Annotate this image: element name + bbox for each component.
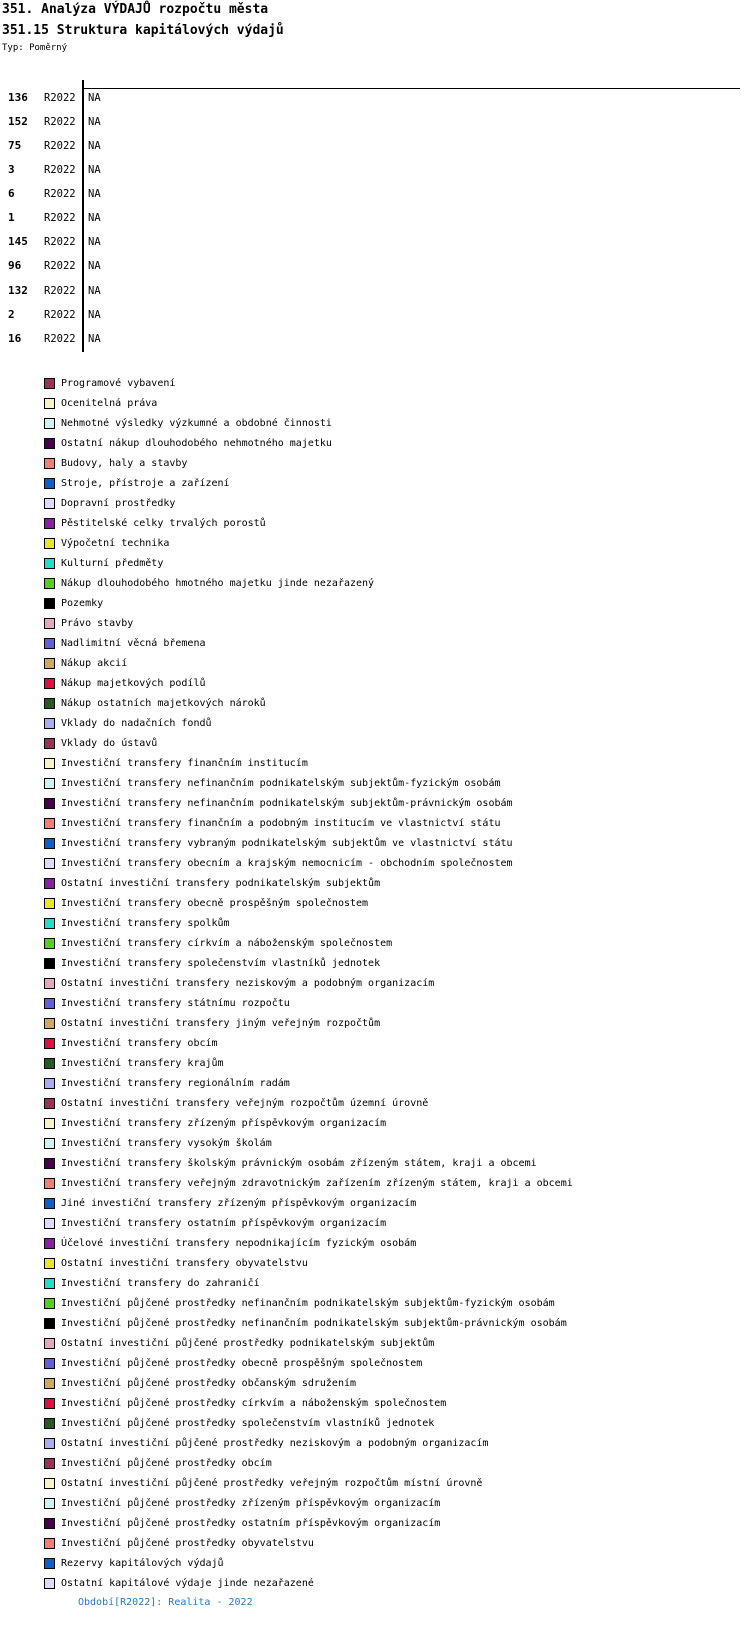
legend-color-swatch <box>44 558 55 569</box>
legend-item <box>44 1173 744 1193</box>
legend-item <box>44 813 744 833</box>
legend-color-swatch <box>44 518 55 529</box>
legend-item <box>44 453 744 473</box>
legend-item-label: Investiční transfery obecním a krajským nemocnicím - obchodním společnostem <box>61 857 513 869</box>
row-period-label: R2022 <box>44 140 76 153</box>
legend-color-swatch <box>44 1418 55 1429</box>
legend-item-label: Ostatní kapitálové výdaje jinde nezařazené <box>61 1577 314 1589</box>
chart-row <box>0 115 300 131</box>
legend-item-label: Pozemky <box>61 597 104 609</box>
legend-color-swatch <box>44 658 55 669</box>
legend-color-swatch <box>44 878 55 889</box>
legend-item <box>44 773 744 793</box>
legend-item <box>44 833 744 853</box>
chart-row <box>0 187 300 203</box>
legend-item <box>44 553 744 573</box>
legend-item-label: Jiné investiční transfery zřízeným příspěvkovým organizacím <box>61 1197 417 1209</box>
legend-item-label: Rezervy kapitálových výdajů <box>61 1557 224 1569</box>
legend-item <box>44 433 744 453</box>
legend-item-label: Investiční transfery krajům <box>61 1057 224 1069</box>
legend-color-swatch <box>44 418 55 429</box>
legend-item <box>44 413 744 433</box>
legend-item-label: Investiční transfery státnímu rozpočtu <box>61 997 290 1009</box>
chart-row <box>0 284 300 300</box>
legend-item-label: Nákup ostatních majetkových nároků <box>61 697 266 709</box>
legend-item-label: Výpočetní technika <box>61 537 170 549</box>
legend-color-swatch <box>44 1038 55 1049</box>
legend-item-label: Ostatní investiční půjčené prostředky veřejným rozpočtům místní úrovně <box>61 1477 483 1489</box>
legend-item-label: Pěstitelské celky trvalých porostů <box>61 517 266 529</box>
legend-color-swatch <box>44 458 55 469</box>
legend-item-label: Investiční transfery vysokým školám <box>61 1137 272 1149</box>
legend-item <box>44 873 744 893</box>
footer-period-label: Období[R2022]: Realita - 2022 <box>78 1597 253 1608</box>
legend-item-label: Účelové investiční transfery nepodnikajícím fyzickým osobám <box>61 1237 417 1249</box>
legend-item <box>44 1193 744 1213</box>
legend-item-label: Investiční transfery nefinančním podnikatelským subjektům-fyzickým osobám <box>61 777 501 789</box>
legend-item-label: Investiční transfery školským právnickým osobám zřízeným státem, kraji a obcemi <box>61 1157 537 1169</box>
chart-type-label: Typ: Poměrný <box>2 43 68 53</box>
legend-item-label: Nehmotné výsledky výzkumné a obdobné činnosti <box>61 417 332 429</box>
legend-item <box>44 1393 744 1413</box>
legend-item <box>44 1533 744 1553</box>
legend-item <box>44 1413 744 1433</box>
legend-color-swatch <box>44 678 55 689</box>
legend-color-swatch <box>44 838 55 849</box>
legend-color-swatch <box>44 598 55 609</box>
legend-item-label: Investiční transfery finančním a podobným institucím ve vlastnictví státu <box>61 817 501 829</box>
chart-legend <box>44 373 744 1593</box>
legend-item-label: Investiční půjčené prostředky církvím a náboženským společnostem <box>61 1397 447 1409</box>
legend-item-label: Ostatní investiční transfery neziskovým a podobným organizacím <box>61 977 435 989</box>
legend-item <box>44 713 744 733</box>
legend-item <box>44 1153 744 1173</box>
legend-color-swatch <box>44 778 55 789</box>
legend-item <box>44 1313 744 1333</box>
row-category-label: 6 <box>8 187 15 201</box>
legend-item-label: Investiční půjčené prostředky obecně prospěšným společnostem <box>61 1357 423 1369</box>
chart-row <box>0 259 300 275</box>
legend-item-label: Investiční transfery obcím <box>61 1037 218 1049</box>
legend-item-label: Investiční transfery vybraným podnikatelským subjektům ve vlastnictví státu <box>61 837 513 849</box>
row-data-value: NA <box>88 284 101 297</box>
legend-item <box>44 733 744 753</box>
legend-item-label: Ostatní investiční transfery jiným veřejným rozpočtům <box>61 1017 381 1029</box>
legend-item-label: Budovy, haly a stavby <box>61 457 188 469</box>
chart-row <box>0 332 300 348</box>
legend-item <box>44 1353 744 1373</box>
chart-row <box>0 211 300 227</box>
legend-color-swatch <box>44 898 55 909</box>
legend-color-swatch <box>44 1478 55 1489</box>
legend-color-swatch <box>44 1018 55 1029</box>
row-category-label: 75 <box>8 139 22 153</box>
legend-item-label: Investiční půjčené prostředky společenstvím vlastníků jednotek <box>61 1417 435 1429</box>
legend-item-label: Ostatní investiční transfery obyvatelstvu <box>61 1257 308 1269</box>
legend-item-label: Investiční transfery zřízeným příspěvkovým organizacím <box>61 1117 387 1129</box>
legend-item <box>44 493 744 513</box>
row-period-label: R2022 <box>44 92 76 104</box>
legend-item <box>44 1433 744 1453</box>
legend-item <box>44 913 744 933</box>
legend-item <box>44 1113 744 1133</box>
legend-color-swatch <box>44 498 55 509</box>
legend-color-swatch <box>44 1498 55 1509</box>
legend-color-swatch <box>44 1578 55 1589</box>
chart-row <box>0 91 300 107</box>
row-data-value: NA <box>88 236 101 249</box>
legend-item-label: Investiční transfery do zahraničí <box>61 1277 260 1289</box>
legend-item-label: Investiční půjčené prostředky nefinančním podnikatelským subjektům-právnickým osobám <box>61 1317 567 1329</box>
legend-item-label: Nákup akcií <box>61 657 128 669</box>
legend-color-swatch <box>44 998 55 1009</box>
legend-item-label: Investiční transfery ostatním příspěvkovým organizacím <box>61 1217 387 1229</box>
legend-item <box>44 1033 744 1053</box>
legend-item-label: Investiční transfery nefinančním podnikatelským subjektům-právnickým osobám <box>61 797 513 809</box>
legend-color-swatch <box>44 1178 55 1189</box>
legend-item <box>44 1233 744 1253</box>
legend-color-swatch <box>44 578 55 589</box>
legend-color-swatch <box>44 1138 55 1149</box>
row-category-label: 1 <box>8 211 15 225</box>
legend-item <box>44 1013 744 1033</box>
legend-color-swatch <box>44 1458 55 1469</box>
legend-item-label: Investiční transfery finančním institucím <box>61 757 308 769</box>
legend-item <box>44 973 744 993</box>
row-data-value: NA <box>88 332 101 345</box>
legend-item <box>44 573 744 593</box>
legend-color-swatch <box>44 1338 55 1349</box>
row-period-label: R2022 <box>44 164 76 177</box>
page-title: 351. Analýza VÝDAJŮ rozpočtu města <box>2 2 269 17</box>
legend-item <box>44 953 744 973</box>
row-period-label: R2022 <box>44 116 76 129</box>
legend-item <box>44 393 744 413</box>
legend-color-swatch <box>44 698 55 709</box>
legend-item <box>44 993 744 1013</box>
legend-item <box>44 1333 744 1353</box>
legend-color-swatch <box>44 1278 55 1289</box>
legend-item-label: Investiční transfery společenstvím vlastníků jednotek <box>61 957 381 969</box>
legend-item <box>44 753 744 773</box>
x-axis-line <box>83 88 740 89</box>
legend-color-swatch <box>44 1438 55 1449</box>
chart-row <box>0 139 300 155</box>
legend-color-swatch <box>44 1318 55 1329</box>
legend-color-swatch <box>44 378 55 389</box>
row-period-label: R2022 <box>44 236 76 249</box>
legend-item-label: Ostatní investiční půjčené prostředky podnikatelským subjektům <box>61 1337 435 1349</box>
legend-item-label: Kulturní předměty <box>61 557 164 569</box>
legend-item-label: Investiční půjčené prostředky nefinančním podnikatelským subjektům-fyzickým osobám <box>61 1297 555 1309</box>
legend-item-label: Nákup majetkových podílů <box>61 677 206 689</box>
legend-color-swatch <box>44 758 55 769</box>
legend-item <box>44 1473 744 1493</box>
legend-color-swatch <box>44 738 55 749</box>
legend-color-swatch <box>44 1298 55 1309</box>
legend-color-swatch <box>44 1218 55 1229</box>
legend-item <box>44 1273 744 1293</box>
legend-item <box>44 1553 744 1573</box>
row-data-value: NA <box>88 212 101 225</box>
legend-item <box>44 893 744 913</box>
legend-color-swatch <box>44 1398 55 1409</box>
legend-item-label: Investiční půjčené prostředky obyvatelstvu <box>61 1537 314 1549</box>
legend-item <box>44 513 744 533</box>
legend-color-swatch <box>44 818 55 829</box>
row-period-label: R2022 <box>44 284 76 297</box>
row-period-label: R2022 <box>44 260 76 273</box>
row-period-label: R2022 <box>44 212 76 225</box>
row-category-label: 145 <box>8 235 28 249</box>
legend-item-label: Investiční transfery veřejným zdravotnickým zařízením zřízeným státem, kraji a obcemi <box>61 1177 573 1189</box>
legend-color-swatch <box>44 1098 55 1109</box>
legend-item-label: Stroje, přístroje a zařízení <box>61 477 230 489</box>
legend-item-label: Investiční půjčené prostředky zřízeným příspěvkovým organizacím <box>61 1497 441 1509</box>
legend-color-swatch <box>44 918 55 929</box>
row-category-label: 152 <box>8 115 28 129</box>
legend-color-swatch <box>44 638 55 649</box>
legend-item <box>44 1093 744 1113</box>
legend-color-swatch <box>44 1258 55 1269</box>
row-data-value: NA <box>88 140 101 153</box>
legend-color-swatch <box>44 1058 55 1069</box>
legend-item <box>44 1253 744 1273</box>
legend-color-swatch <box>44 618 55 629</box>
legend-item <box>44 1053 744 1073</box>
chart-row <box>0 163 300 179</box>
legend-color-swatch <box>44 398 55 409</box>
legend-item <box>44 1453 744 1473</box>
row-category-label: 132 <box>8 283 28 297</box>
legend-item <box>44 853 744 873</box>
legend-color-swatch <box>44 478 55 489</box>
legend-item-label: Investiční transfery regionálním radám <box>61 1077 290 1089</box>
row-data-value: NA <box>88 92 101 104</box>
legend-color-swatch <box>44 1118 55 1129</box>
legend-item <box>44 633 744 653</box>
legend-color-swatch <box>44 1558 55 1569</box>
legend-item-label: Nadlimitní věcná břemena <box>61 637 206 649</box>
legend-color-swatch <box>44 858 55 869</box>
row-category-label: 96 <box>8 259 22 273</box>
legend-item-label: Vklady do nadačních fondů <box>61 717 212 729</box>
row-data-value: NA <box>88 308 101 321</box>
legend-item <box>44 653 744 673</box>
row-data-value: NA <box>88 116 101 129</box>
legend-color-swatch <box>44 718 55 729</box>
legend-color-swatch <box>44 1198 55 1209</box>
legend-item <box>44 613 744 633</box>
legend-item <box>44 1493 744 1513</box>
row-category-label: 136 <box>8 91 28 104</box>
legend-item-label: Investiční transfery spolkům <box>61 917 230 929</box>
legend-color-swatch <box>44 958 55 969</box>
legend-color-swatch <box>44 1358 55 1369</box>
row-data-value: NA <box>88 164 101 177</box>
row-category-label: 2 <box>8 307 15 321</box>
legend-item-label: Ocenitelná práva <box>61 397 158 409</box>
legend-color-swatch <box>44 1538 55 1549</box>
legend-item-label: Programové vybavení <box>61 377 176 389</box>
legend-color-swatch <box>44 938 55 949</box>
chart-row <box>0 308 300 324</box>
legend-item-label: Investiční transfery obecně prospěšným společnostem <box>61 897 369 909</box>
legend-item-label: Ostatní investiční půjčené prostředky neziskovým a podobným organizacím <box>61 1437 489 1449</box>
page-subtitle: 351.15 Struktura kapitálových výdajů <box>2 23 284 38</box>
chart-row <box>0 235 300 251</box>
legend-item <box>44 673 744 693</box>
legend-color-swatch <box>44 798 55 809</box>
legend-color-swatch <box>44 1238 55 1249</box>
row-data-value: NA <box>88 188 101 201</box>
legend-item-label: Vklady do ústavů <box>61 737 158 749</box>
legend-item-label: Investiční půjčené prostředky občanským sdružením <box>61 1377 357 1389</box>
row-data-value: NA <box>88 260 101 273</box>
row-category-label: 3 <box>8 163 15 177</box>
row-period-label: R2022 <box>44 188 76 201</box>
axis-tick <box>82 80 84 88</box>
legend-color-swatch <box>44 1378 55 1389</box>
legend-color-swatch <box>44 1158 55 1169</box>
legend-item-label: Ostatní investiční transfery veřejným rozpočtům územní úrovně <box>61 1097 429 1109</box>
legend-item <box>44 793 744 813</box>
legend-item-label: Nákup dlouhodobého hmotného majetku jinde nezařazený <box>61 577 375 589</box>
legend-item-label: Ostatní investiční transfery podnikatelským subjektům <box>61 877 381 889</box>
row-period-label: R2022 <box>44 308 76 321</box>
legend-item <box>44 1373 744 1393</box>
legend-item <box>44 593 744 613</box>
legend-color-swatch <box>44 538 55 549</box>
legend-item <box>44 1513 744 1533</box>
legend-item <box>44 533 744 553</box>
legend-color-swatch <box>44 1078 55 1089</box>
legend-item-label: Právo stavby <box>61 617 134 629</box>
legend-item-label: Investiční půjčené prostředky ostatním příspěvkovým organizacím <box>61 1517 441 1529</box>
legend-color-swatch <box>44 438 55 449</box>
legend-item <box>44 1073 744 1093</box>
row-category-label: 16 <box>8 331 22 345</box>
row-period-label: R2022 <box>44 332 76 345</box>
legend-item <box>44 933 744 953</box>
legend-item <box>44 1573 744 1593</box>
legend-item-label: Investiční transfery církvím a náboženským společnostem <box>61 937 393 949</box>
legend-item <box>44 373 744 393</box>
legend-color-swatch <box>44 1518 55 1529</box>
legend-item <box>44 473 744 493</box>
legend-color-swatch <box>44 978 55 989</box>
legend-item <box>44 1133 744 1153</box>
legend-item <box>44 1213 744 1233</box>
legend-item-label: Ostatní nákup dlouhodobého nehmotného majetku <box>61 437 332 449</box>
legend-item-label: Dopravní prostředky <box>61 497 176 509</box>
legend-item <box>44 1293 744 1313</box>
legend-item-label: Investiční půjčené prostředky obcím <box>61 1457 272 1469</box>
legend-item <box>44 693 744 713</box>
